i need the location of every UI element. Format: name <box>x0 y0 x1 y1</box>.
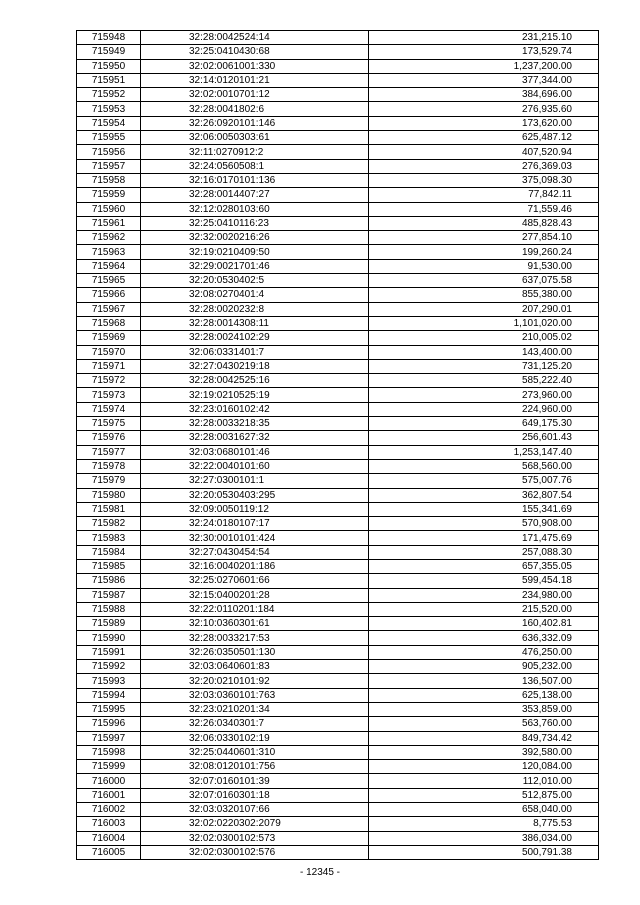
table-row <box>77 45 599 59</box>
cadastral-number-cell: 32:28:0020232:8 <box>141 302 369 316</box>
amount-cell: 143,400.00 <box>369 345 599 359</box>
amount-cell: 386,034.00 <box>369 831 599 845</box>
table-row <box>77 545 599 559</box>
amount-cell: 1,237,200.00 <box>369 59 599 73</box>
cadastral-number-cell: 32:28:0031627:32 <box>141 431 369 445</box>
row-id-cell: 715954 <box>77 116 141 130</box>
amount-cell: 155,341.69 <box>369 502 599 516</box>
cadastral-number-cell: 32:30:0010101:424 <box>141 531 369 545</box>
row-id-cell: 715983 <box>77 531 141 545</box>
table-row <box>77 531 599 545</box>
amount-cell: 136,507.00 <box>369 674 599 688</box>
cadastral-number-cell: 32:09:0050119:12 <box>141 502 369 516</box>
row-id-cell: 715971 <box>77 359 141 373</box>
table-row <box>77 173 599 187</box>
row-id-cell: 715977 <box>77 445 141 459</box>
table-row <box>77 245 599 259</box>
amount-cell: 8,775.53 <box>369 817 599 831</box>
row-id-cell: 715992 <box>77 660 141 674</box>
table-body <box>77 31 599 860</box>
cadastral-number-cell: 32:10:0360301:61 <box>141 617 369 631</box>
cadastral-number-cell: 32:28:0033217:53 <box>141 631 369 645</box>
table-row <box>77 302 599 316</box>
amount-cell: 392,580.00 <box>369 745 599 759</box>
amount-cell: 384,696.00 <box>369 88 599 102</box>
row-id-cell: 715955 <box>77 131 141 145</box>
row-id-cell: 715979 <box>77 474 141 488</box>
table-row <box>77 59 599 73</box>
row-id-cell: 715996 <box>77 717 141 731</box>
amount-cell: 276,935.60 <box>369 102 599 116</box>
amount-cell: 91,530.00 <box>369 259 599 273</box>
cadastral-number-cell: 32:28:0041802:6 <box>141 102 369 116</box>
row-id-cell: 715957 <box>77 159 141 173</box>
table-row <box>77 502 599 516</box>
cadastral-number-cell: 32:08:0120101:756 <box>141 760 369 774</box>
cadastral-number-cell: 32:20:0530403:295 <box>141 488 369 502</box>
cadastral-number-cell: 32:28:0042524:14 <box>141 31 369 45</box>
cadastral-number-cell: 32:02:0220302:2079 <box>141 817 369 831</box>
amount-cell: 1,253,147.40 <box>369 445 599 459</box>
row-id-cell: 715963 <box>77 245 141 259</box>
cadastral-number-cell: 32:26:0920101:146 <box>141 116 369 130</box>
cadastral-number-cell: 32:06:0050303:61 <box>141 131 369 145</box>
row-id-cell: 715970 <box>77 345 141 359</box>
row-id-cell: 716002 <box>77 803 141 817</box>
amount-cell: 210,005.02 <box>369 331 599 345</box>
amount-cell: 353,859.00 <box>369 702 599 716</box>
table-row <box>77 588 599 602</box>
row-id-cell: 715969 <box>77 331 141 345</box>
amount-cell: 563,760.00 <box>369 717 599 731</box>
row-id-cell: 715987 <box>77 588 141 602</box>
amount-cell: 207,290.01 <box>369 302 599 316</box>
amount-cell: 256,601.43 <box>369 431 599 445</box>
row-id-cell: 715986 <box>77 574 141 588</box>
cadastral-number-cell: 32:25:0440601:310 <box>141 745 369 759</box>
cadastral-number-cell: 32:28:0033218:35 <box>141 417 369 431</box>
row-id-cell: 715998 <box>77 745 141 759</box>
amount-cell: 215,520.00 <box>369 602 599 616</box>
row-id-cell: 715984 <box>77 545 141 559</box>
table-row <box>77 188 599 202</box>
amount-cell: 485,828.43 <box>369 216 599 230</box>
table-row <box>77 517 599 531</box>
amount-cell: 658,040.00 <box>369 803 599 817</box>
amount-cell: 849,734.42 <box>369 731 599 745</box>
table-row <box>77 159 599 173</box>
row-id-cell: 715952 <box>77 88 141 102</box>
table-row <box>77 617 599 631</box>
table-row <box>77 702 599 716</box>
cadastral-number-cell: 32:11:0270912:2 <box>141 145 369 159</box>
row-id-cell: 715967 <box>77 302 141 316</box>
table-row <box>77 745 599 759</box>
cadastral-number-cell: 32:03:0680101:46 <box>141 445 369 459</box>
table-row <box>77 374 599 388</box>
cadastral-number-cell: 32:16:0040201:186 <box>141 559 369 573</box>
table-row <box>77 345 599 359</box>
row-id-cell: 716005 <box>77 845 141 859</box>
row-id-cell: 715994 <box>77 688 141 702</box>
table-row <box>77 474 599 488</box>
row-id-cell: 715982 <box>77 517 141 531</box>
cadastral-number-cell: 32:25:0410430:68 <box>141 45 369 59</box>
row-id-cell: 715990 <box>77 631 141 645</box>
row-id-cell: 715961 <box>77 216 141 230</box>
amount-cell: 199,260.24 <box>369 245 599 259</box>
row-id-cell: 715951 <box>77 73 141 87</box>
table-row <box>77 359 599 373</box>
row-id-cell: 715948 <box>77 31 141 45</box>
row-id-cell: 715993 <box>77 674 141 688</box>
amount-cell: 71,559.46 <box>369 202 599 216</box>
row-id-cell: 715995 <box>77 702 141 716</box>
table-row <box>77 459 599 473</box>
table-row <box>77 688 599 702</box>
row-id-cell: 715959 <box>77 188 141 202</box>
table-row <box>77 631 599 645</box>
amount-cell: 1,101,020.00 <box>369 316 599 330</box>
cadastral-number-cell: 32:20:0210101:92 <box>141 674 369 688</box>
amount-cell: 731,125.20 <box>369 359 599 373</box>
cadastral-number-cell: 32:08:0270401:4 <box>141 288 369 302</box>
table-row <box>77 388 599 402</box>
row-id-cell: 715968 <box>77 316 141 330</box>
table-row <box>77 488 599 502</box>
row-id-cell: 715950 <box>77 59 141 73</box>
cadastral-number-cell: 32:03:0320107:66 <box>141 803 369 817</box>
row-id-cell: 715953 <box>77 102 141 116</box>
cadastral-number-cell: 32:02:0300102:573 <box>141 831 369 845</box>
table-row <box>77 788 599 802</box>
row-id-cell: 715949 <box>77 45 141 59</box>
table-row <box>77 660 599 674</box>
table-row <box>77 102 599 116</box>
amount-cell: 77,842.11 <box>369 188 599 202</box>
cadastral-number-cell: 32:24:0180107:17 <box>141 517 369 531</box>
amount-cell: 568,560.00 <box>369 459 599 473</box>
row-id-cell: 715975 <box>77 417 141 431</box>
table-row <box>77 145 599 159</box>
data-table <box>76 30 599 860</box>
row-id-cell: 715988 <box>77 602 141 616</box>
table-row <box>77 760 599 774</box>
amount-cell: 636,332.09 <box>369 631 599 645</box>
amount-cell: 905,232.00 <box>369 660 599 674</box>
row-id-cell: 715976 <box>77 431 141 445</box>
cadastral-number-cell: 32:22:0040101:60 <box>141 459 369 473</box>
cadastral-number-cell: 32:26:0350501:130 <box>141 645 369 659</box>
table-row <box>77 288 599 302</box>
amount-cell: 625,138.00 <box>369 688 599 702</box>
amount-cell: 476,250.00 <box>369 645 599 659</box>
row-id-cell: 715999 <box>77 760 141 774</box>
cadastral-number-cell: 32:32:0020216:26 <box>141 231 369 245</box>
cadastral-number-cell: 32:19:0210409:50 <box>141 245 369 259</box>
cadastral-number-cell: 32:20:0530402:5 <box>141 274 369 288</box>
cadastral-number-cell: 32:27:0430454:54 <box>141 545 369 559</box>
amount-cell: 234,980.00 <box>369 588 599 602</box>
row-id-cell: 716004 <box>77 831 141 845</box>
table-row <box>77 817 599 831</box>
row-id-cell: 715981 <box>77 502 141 516</box>
cadastral-number-cell: 32:12:0280103:60 <box>141 202 369 216</box>
page-number: - 12345 - <box>299 867 341 878</box>
amount-cell: 599,454.18 <box>369 574 599 588</box>
table-row <box>77 202 599 216</box>
table-row <box>77 216 599 230</box>
amount-cell: 224,960.00 <box>369 402 599 416</box>
table-row <box>77 602 599 616</box>
amount-cell: 407,520.94 <box>369 145 599 159</box>
amount-cell: 277,854.10 <box>369 231 599 245</box>
table-row <box>77 803 599 817</box>
row-id-cell: 715985 <box>77 559 141 573</box>
row-id-cell: 715980 <box>77 488 141 502</box>
row-id-cell: 715956 <box>77 145 141 159</box>
amount-cell: 362,807.54 <box>369 488 599 502</box>
amount-cell: 375,098.30 <box>369 173 599 187</box>
cadastral-number-cell: 32:24:0560508:1 <box>141 159 369 173</box>
table-row <box>77 259 599 273</box>
amount-cell: 657,355.05 <box>369 559 599 573</box>
row-id-cell: 716000 <box>77 774 141 788</box>
row-id-cell: 715965 <box>77 274 141 288</box>
amount-cell: 575,007.76 <box>369 474 599 488</box>
table-row <box>77 559 599 573</box>
amount-cell: 855,380.00 <box>369 288 599 302</box>
cadastral-number-cell: 32:06:0331401:7 <box>141 345 369 359</box>
amount-cell: 625,487.12 <box>369 131 599 145</box>
table-row <box>77 445 599 459</box>
table-row <box>77 731 599 745</box>
cadastral-number-cell: 32:14:0120101:21 <box>141 73 369 87</box>
cadastral-number-cell: 32:22:0110201:184 <box>141 602 369 616</box>
row-id-cell: 715989 <box>77 617 141 631</box>
amount-cell: 231,215.10 <box>369 31 599 45</box>
table-row <box>77 717 599 731</box>
cadastral-number-cell: 32:27:0430219:18 <box>141 359 369 373</box>
row-id-cell: 715972 <box>77 374 141 388</box>
table-row <box>77 402 599 416</box>
amount-cell: 585,222.40 <box>369 374 599 388</box>
cadastral-number-cell: 32:02:0300102:576 <box>141 845 369 859</box>
amount-cell: 276,369.03 <box>369 159 599 173</box>
row-id-cell: 715960 <box>77 202 141 216</box>
amount-cell: 512,875.00 <box>369 788 599 802</box>
table-row <box>77 574 599 588</box>
amount-cell: 257,088.30 <box>369 545 599 559</box>
row-id-cell: 716003 <box>77 817 141 831</box>
amount-cell: 160,402.81 <box>369 617 599 631</box>
cadastral-number-cell: 32:15:0400201:28 <box>141 588 369 602</box>
cadastral-number-cell: 32:25:0270601:66 <box>141 574 369 588</box>
table-row <box>77 31 599 45</box>
amount-cell: 120,084.00 <box>369 760 599 774</box>
table-row <box>77 774 599 788</box>
cadastral-number-cell: 32:19:0210525:19 <box>141 388 369 402</box>
row-id-cell: 715973 <box>77 388 141 402</box>
table-row <box>77 131 599 145</box>
cadastral-number-cell: 32:06:0330102:19 <box>141 731 369 745</box>
table-row <box>77 316 599 330</box>
table-row <box>77 231 599 245</box>
table-row <box>77 274 599 288</box>
amount-cell: 570,908.00 <box>369 517 599 531</box>
cadastral-number-cell: 32:28:0014407:27 <box>141 188 369 202</box>
amount-cell: 112,010.00 <box>369 774 599 788</box>
table-row <box>77 431 599 445</box>
cadastral-number-cell: 32:23:0210201:34 <box>141 702 369 716</box>
cadastral-number-cell: 32:03:0360101:763 <box>141 688 369 702</box>
amount-cell: 173,529.74 <box>369 45 599 59</box>
cadastral-number-cell: 32:26:0340301:7 <box>141 717 369 731</box>
row-id-cell: 715997 <box>77 731 141 745</box>
table-row <box>77 116 599 130</box>
table-row <box>77 73 599 87</box>
amount-cell: 171,475.69 <box>369 531 599 545</box>
cadastral-number-cell: 32:28:0024102:29 <box>141 331 369 345</box>
cadastral-number-cell: 32:23:0160102:42 <box>141 402 369 416</box>
table-row <box>77 88 599 102</box>
cadastral-number-cell: 32:03:0640601:83 <box>141 660 369 674</box>
cadastral-number-cell: 32:27:0300101:1 <box>141 474 369 488</box>
cadastral-number-cell: 32:25:0410116:23 <box>141 216 369 230</box>
cadastral-number-cell: 32:29:0021701:46 <box>141 259 369 273</box>
row-id-cell: 715958 <box>77 173 141 187</box>
amount-cell: 500,791.38 <box>369 845 599 859</box>
cadastral-number-cell: 32:02:0010701:12 <box>141 88 369 102</box>
table-row <box>77 417 599 431</box>
amount-cell: 649,175.30 <box>369 417 599 431</box>
row-id-cell: 715974 <box>77 402 141 416</box>
cadastral-number-cell: 32:28:0014308:11 <box>141 316 369 330</box>
table-row <box>77 674 599 688</box>
row-id-cell: 715966 <box>77 288 141 302</box>
row-id-cell: 715964 <box>77 259 141 273</box>
table-row <box>77 645 599 659</box>
row-id-cell: 715991 <box>77 645 141 659</box>
amount-cell: 637,075.58 <box>369 274 599 288</box>
amount-cell: 273,960.00 <box>369 388 599 402</box>
table-row <box>77 831 599 845</box>
amount-cell: 377,344.00 <box>369 73 599 87</box>
row-id-cell: 715962 <box>77 231 141 245</box>
cadastral-number-cell: 32:07:0160301:18 <box>141 788 369 802</box>
cadastral-number-cell: 32:02:0061001:330 <box>141 59 369 73</box>
amount-cell: 173,620.00 <box>369 116 599 130</box>
table-row <box>77 331 599 345</box>
row-id-cell: 716001 <box>77 788 141 802</box>
cadastral-number-cell: 32:07:0160101:39 <box>141 774 369 788</box>
cadastral-number-cell: 32:28:0042525:16 <box>141 374 369 388</box>
cadastral-number-cell: 32:16:0170101:136 <box>141 173 369 187</box>
table-row <box>77 845 599 859</box>
row-id-cell: 715978 <box>77 459 141 473</box>
